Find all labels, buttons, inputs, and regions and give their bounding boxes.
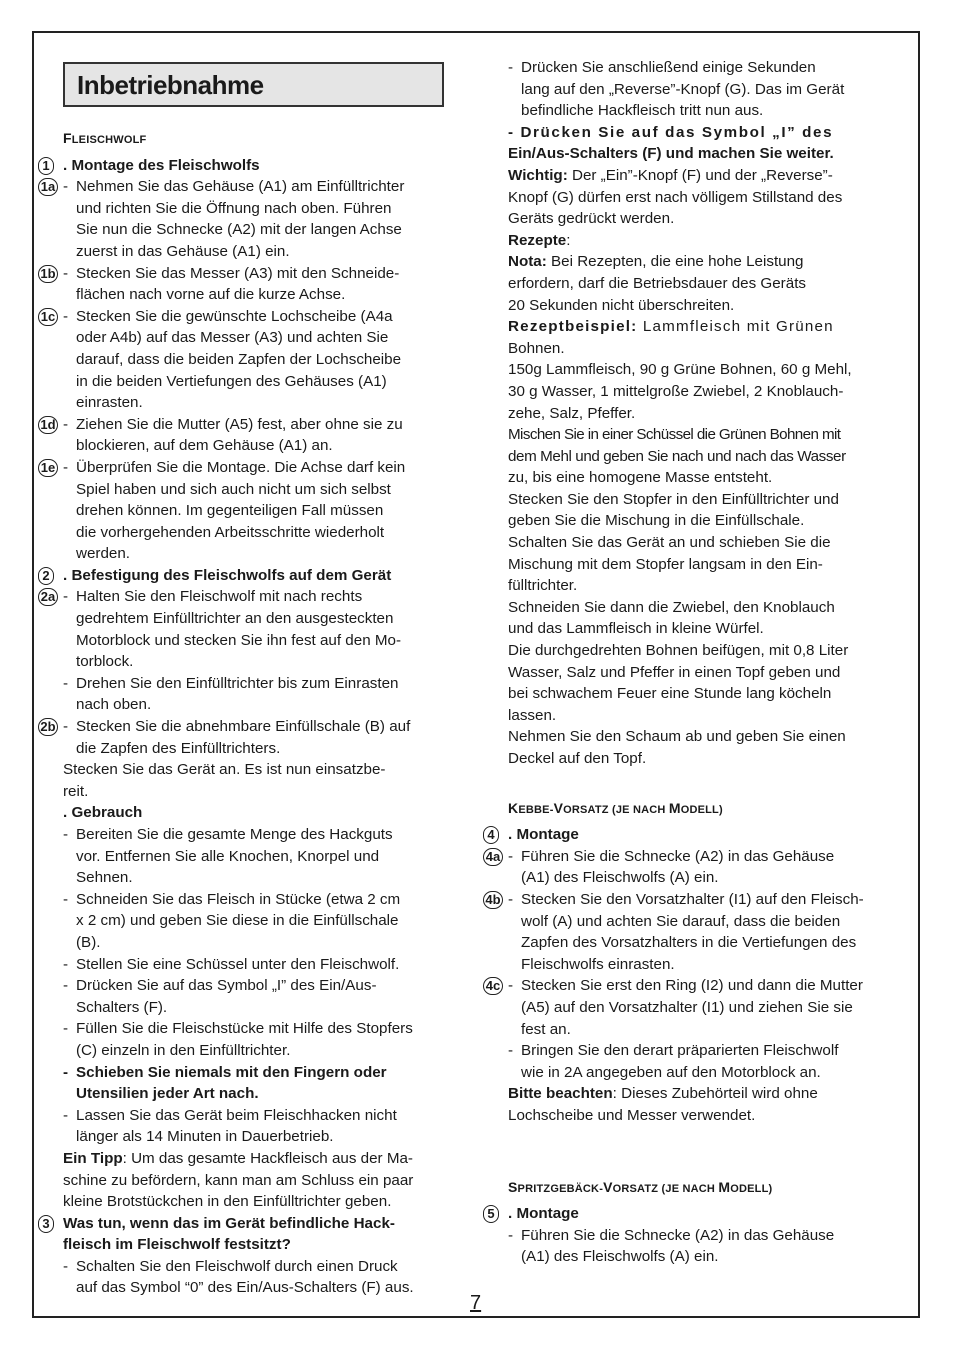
text-line: wie in 2A angegeben auf den Motorblock an.	[521, 1063, 821, 1081]
text-line: - Stecken Sie den Vorsatzhalter (I1) auf den Fleisch-	[508, 889, 889, 911]
text-line: - Stecken Sie das Messer (A3) mit den Schneide-	[63, 263, 445, 285]
list-item: - Schalten Sie den Fleischwolf durch einen Druck	[63, 1256, 445, 1278]
text-line: - Überprüfen Sie die Montage. Die Achse darf kein	[63, 457, 445, 479]
text-line: nach oben.	[76, 696, 152, 714]
text-line: reit.	[63, 782, 89, 800]
step-number-badge: 1c	[38, 308, 58, 326]
text-line: x 2 cm) und geben Sie diese in die Einfüllschale	[76, 912, 399, 930]
nota-line: Nota: Bei Rezepten, die eine hohe Leistung	[508, 253, 804, 271]
step-1e	[40, 457, 445, 565]
step-2a	[40, 586, 445, 716]
step-5-heading: 5 . Montage	[508, 1203, 889, 1225]
text-line: gedrehtem Einfülltrichter an den ausgesteckten	[76, 610, 394, 628]
text-line: einrasten.	[76, 394, 143, 412]
text-line: wolf (A) und achten Sie darauf, dass die beiden	[521, 912, 841, 930]
text-line: Lochscheibe und Messer verwendet.	[508, 1106, 756, 1124]
text-line: in die beiden Vertiefungen des Gehäuses (A1)	[76, 372, 387, 390]
bold-instruction: - Drücken Sie auf das Symbol „I” des	[508, 123, 834, 141]
step-number-badge: 1e	[38, 459, 58, 477]
text-line: Sie nun die Schnecke (A2) mit der langen Achse	[76, 221, 402, 239]
gebrauch-list	[63, 824, 445, 1148]
recipe-line: 150g Lammfleisch, 90 g Grüne Bohnen, 60 g Mehl,	[508, 361, 852, 379]
step-4a	[485, 846, 889, 889]
step-number-badge: 2	[38, 567, 54, 585]
step-3-heading: 3 Was tun, wenn das im Gerät befindliche Hack-	[63, 1213, 445, 1235]
step-number-badge: 3	[38, 1215, 54, 1233]
tip-line: Ein Tipp: Um das gesamte Hackfleisch aus der Ma-	[63, 1149, 413, 1167]
text-line: darauf, dass die beiden Zapfen der Lochscheibe	[76, 350, 402, 368]
text-line: Sehnen.	[76, 869, 133, 887]
text-line: Ein/Aus-Schalters (F) und machen Sie weiter.	[508, 145, 834, 163]
step-number-badge: 1b	[38, 265, 58, 283]
text-line: Stecken Sie das Gerät an. Es ist nun einsatzbe-	[63, 761, 386, 779]
recipe-example-label: Rezeptbeispiel:	[508, 318, 638, 336]
text-line: flächen nach vorne auf die kurze Achse.	[76, 286, 346, 304]
step-number-badge: 2a	[38, 588, 58, 606]
text-line: (C) einzeln in den Einfülltrichter.	[76, 1041, 291, 1059]
text-line: vor. Entfernen Sie alle Knochen, Knorpel und	[76, 847, 380, 865]
step-number-badge: 4	[483, 826, 499, 844]
step-1c	[40, 306, 445, 414]
step-4b	[485, 889, 889, 975]
wichtig-label: Wichtig:	[508, 166, 568, 184]
step-number-badge: 1	[38, 157, 54, 175]
nota-label: Nota:	[508, 253, 547, 271]
text-line: torblock.	[76, 653, 134, 671]
section-heading-spritzgebaeck: SPRITZGEBÄCK-VORSATZ (JE NACH MODELL)	[508, 1178, 773, 1195]
recipe-line: geben Sie die Mischung in die Einfüllschale.	[508, 512, 805, 530]
recipe-example-line: Rezeptbeispiel: Lammfleisch mit Grünen	[508, 318, 834, 336]
step-number-badge: 2b	[38, 718, 58, 736]
text-line: Geräts gedrückt werden.	[508, 210, 675, 228]
text-line: - Führen Sie die Schnecke (A2) in das Gehäuse	[508, 846, 889, 868]
text-line: - Nehmen Sie das Gehäuse (A1) am Einfülltrichter	[63, 176, 445, 198]
list-item: - Lassen Sie das Gerät beim Fleischhacken nicht	[63, 1105, 445, 1127]
recipe-line: Mischen Sie in einer Schüssel die Grünen Bohnen mit	[508, 426, 841, 444]
tip-label: Ein Tipp	[63, 1149, 123, 1167]
text-line: - Halten Sie den Fleischwolf mit nach rechts	[63, 586, 445, 608]
text-line: (A1) des Fleischwolfs (A) ein.	[521, 869, 719, 887]
text-line: Motorblock und stecken Sie ihn fest auf den Mo-	[76, 631, 402, 649]
step-4-heading: 4 . Montage	[508, 824, 889, 846]
text-line: befindliche Hackfleisch tritt nun aus.	[521, 102, 764, 120]
text-line: - Ziehen Sie die Mutter (A5) fest, aber ohne sie zu	[63, 414, 445, 436]
text-line: Spiel haben und sich auch nicht um sich selbst	[76, 480, 391, 498]
text-line: lang auf den „Reverse”-Knopf (G). Das im Gerät	[521, 80, 845, 98]
left-column	[40, 128, 445, 1299]
text-line: länger als 14 Minuten in Dauerbetrieb.	[76, 1128, 334, 1146]
step-4c	[485, 975, 889, 1083]
list-item: - Füllen Sie die Fleischstücke mit Hilfe des Stopfers	[63, 1018, 445, 1040]
text-line: fleisch im Fleischwolf festsitzt?	[63, 1236, 291, 1254]
section-heading-kebbe: KEBBE-VORSATZ (JE NACH MODELL)	[508, 799, 723, 816]
text-line: und richten Sie die Öffnung nach oben. Führen	[76, 199, 392, 217]
text-line: auf das Symbol “0” des Ein/Aus-Schalters (F) aus.	[76, 1279, 414, 1297]
recipe-line: Nehmen Sie den Schaum ab und geben Sie einen	[508, 728, 846, 746]
text-line: die vorhergehenden Arbeitsschritte wiederholt	[76, 523, 385, 541]
list-item: - Drücken Sie auf das Symbol „I” des Ein/Aus-	[63, 975, 445, 997]
wichtig-line: Wichtig: Der „Ein”-Knopf (F) und der „Reverse”-	[508, 166, 833, 184]
text-line: 20 Sekunden nicht überschreiten.	[508, 296, 735, 314]
text-line: (A5) auf den Vorsatzhalter (I1) und ziehen Sie sie	[521, 998, 853, 1016]
rezepte-heading: Rezepte:	[508, 231, 571, 249]
list-item: - Drücken Sie anschließend einige Sekunden	[508, 57, 889, 79]
recipe-line: zehe, Salz, Pfeffer.	[508, 404, 636, 422]
recipe-line: bei schwachem Feuer eine Stunde lang köcheln	[508, 685, 832, 703]
step-number-badge: 1d	[38, 416, 58, 434]
recipe-line: und das Lammfleisch in kleine Würfel.	[508, 620, 764, 638]
text-line: oder A4b) auf das Messer (A3) und achten Sie	[76, 329, 389, 347]
text-line: fest an.	[521, 1020, 571, 1038]
text-line: Fleischwolfs einrasten.	[521, 955, 675, 973]
text-line: werden.	[76, 545, 131, 563]
text-line: die Zapfen des Einfülltrichters.	[76, 739, 281, 757]
recipe-line: Wasser, Salz und Pfeffer in einen Topf geben und	[508, 663, 841, 681]
recipe-line: Deckel auf den Topf.	[508, 750, 647, 767]
text-line: Zapfen des Vorsatzhalters in die Vertiefungen des	[521, 934, 857, 952]
step-2b	[40, 716, 445, 759]
list-item: - Bringen Sie den derart präparierten Fleischwolf	[508, 1040, 889, 1062]
beachten-line: Bitte beachten: Dieses Zubehörteil wird ohne	[508, 1085, 818, 1103]
text-line: Bohnen.	[508, 339, 565, 357]
step-number-badge: 1a	[38, 178, 58, 196]
page-title: Inbetriebnahme	[63, 62, 444, 107]
recipe-line: dem Mehl und geben Sie nach und nach das Wasser	[508, 447, 846, 465]
recipe-line: lassen.	[508, 706, 557, 724]
list-item: - Bereiten Sie die gesamte Menge des Hackguts	[63, 824, 445, 846]
text-line: kleine Brotstückchen in den Einfülltrichter geben.	[63, 1193, 392, 1211]
step-number-badge: 4b	[483, 891, 503, 909]
step-1-heading: 1 . Montage des Fleischwolfs	[63, 155, 445, 177]
step-2-heading: 2 . Befestigung des Fleischwolfs auf dem Gerät	[63, 565, 445, 587]
text-line: schine zu befördern, kann man am Schluss ein paar	[63, 1171, 414, 1189]
section-heading-fleischwolf: FLEISCHWOLF	[63, 130, 147, 146]
text-line: Knopf (G) dürfen erst nach völligem Stillstand des	[508, 188, 843, 206]
right-column	[485, 57, 889, 1268]
gebrauch-heading: . Gebrauch	[63, 804, 143, 822]
recipe-line: Schneiden Sie dann die Zwiebel, den Knoblauch	[508, 598, 835, 616]
list-item: - Stellen Sie eine Schüssel unter den Fleischwolf.	[63, 954, 445, 976]
recipe-line: 30 g Wasser, 1 mittelgroße Zwiebel, 2 Knoblauch-	[508, 382, 844, 400]
recipe-line: Stecken Sie den Stopfer in den Einfülltrichter und	[508, 490, 839, 508]
text-line: drehen können. Im gegenteiligen Fall müssen	[76, 502, 384, 520]
recipe-line: Schalten Sie das Gerät an und schieben Sie die	[508, 534, 831, 552]
text-line: Schalters (F).	[76, 998, 168, 1016]
step-number-badge: 5	[483, 1205, 499, 1223]
text-line: (A1) des Fleischwolfs (A) ein.	[521, 1248, 719, 1266]
recipe-line: fülltrichter.	[508, 577, 578, 595]
page-number: 7	[470, 1292, 482, 1314]
recipe-line: Mischung mit dem Stopfer langsam in den Ein-	[508, 555, 823, 573]
step-number-badge: 4a	[483, 848, 503, 866]
text-line: - Stecken Sie erst den Ring (I2) und dann die Mutter	[508, 975, 889, 997]
text-line: zuerst in das Gehäuse (A1) ein.	[76, 242, 290, 260]
list-item: - Führen Sie die Schnecke (A2) in das Gehäuse	[508, 1225, 889, 1247]
text-line: - Drehen Sie den Einfülltrichter bis zum Einrasten	[63, 673, 445, 695]
text-line: (B).	[76, 933, 101, 951]
text-line: erfordern, darf die Betriebsdauer des Geräts	[508, 274, 807, 292]
step-1a	[40, 176, 445, 262]
step-1d	[40, 414, 445, 457]
text-line: - Stecken Sie die abnehmbare Einfüllschale (B) auf	[63, 716, 445, 738]
text-line: blockieren, auf dem Gehäuse (A1) an.	[76, 437, 333, 455]
recipe-line: Die durchgedrehten Bohnen beifügen, mit 0,8 Liter	[508, 642, 849, 660]
list-item: - Schneiden Sie das Fleisch in Stücke (etwa 2 cm	[63, 889, 445, 911]
recipe-line: zu, bis eine homogene Masse entsteht.	[508, 469, 773, 487]
text-line: - Stecken Sie die gewünschte Lochscheibe (A4a	[63, 306, 445, 328]
text-line: Utensilien jeder Art nach.	[76, 1085, 259, 1103]
warning-item: - Schieben Sie niemals mit den Fingern oder	[63, 1062, 445, 1084]
beachten-label: Bitte beachten	[508, 1085, 613, 1103]
step-number-badge: 4c	[483, 977, 503, 995]
step-1b	[40, 263, 445, 306]
